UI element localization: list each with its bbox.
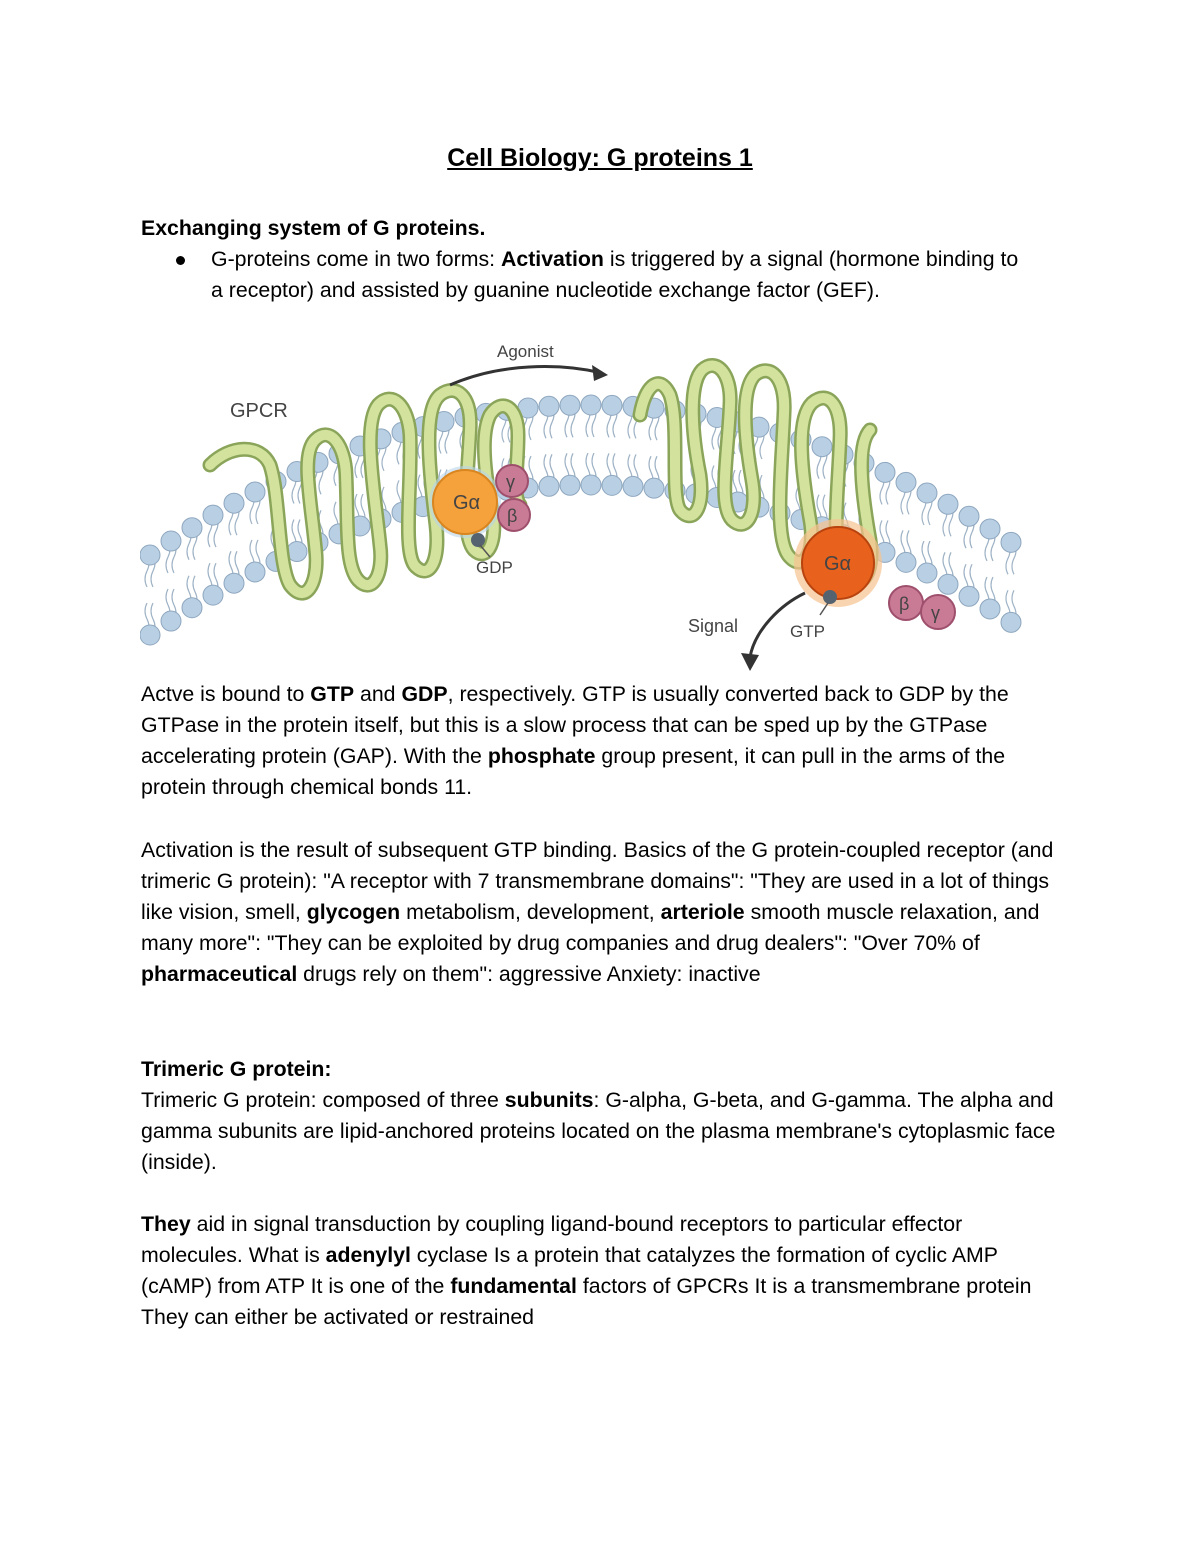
gamma-free-label: γ — [931, 603, 940, 623]
g-alpha-active-label: Gα — [824, 553, 852, 575]
bold-term: They — [141, 1212, 191, 1236]
lipid-head — [644, 478, 664, 498]
paragraph-adenylyl — [141, 1209, 1061, 1333]
text-run: , respectively. GTP is usually converted back to GDP by the GTPase in the protein itself, but this is a slow process that can be sped up by the GTPase accelerating protein (GAP). With the — [141, 682, 1009, 768]
bold-term: glycogen — [306, 900, 401, 924]
text-run: group present, it can pull in the arms of the protein through chemical bonds 11. — [141, 744, 1006, 799]
heading-text: Exchanging system of G proteins. — [141, 216, 486, 240]
lipid-head — [182, 518, 202, 538]
text-run: G-proteins come in two forms: — [211, 247, 501, 271]
lipid-head — [203, 505, 223, 525]
beta-free-label: β — [899, 594, 910, 614]
gdp-molecule — [471, 533, 485, 547]
bold-term: pharmaceutical — [141, 962, 298, 986]
text-run: and — [354, 682, 402, 706]
bold-term: Activation — [500, 247, 604, 271]
lipid-head — [917, 483, 937, 503]
heading-text: Trimeric G protein: — [141, 1057, 332, 1081]
lipid-head — [560, 395, 580, 415]
agonist-arrow — [450, 367, 602, 385]
bold-term: fundamental — [450, 1274, 577, 1298]
lipid-head — [140, 545, 160, 565]
lipid-head — [539, 476, 559, 496]
lipid-head — [1001, 532, 1021, 552]
lipid-head — [581, 395, 601, 415]
arrowhead — [592, 365, 608, 381]
lipid-head — [602, 395, 622, 415]
text-run: metabolism, development, — [400, 900, 661, 924]
text-run: drugs rely on them": aggressive Anxiety: inactive — [297, 962, 761, 986]
page-title: Cell Biology: G proteins 1 — [447, 144, 753, 172]
lipid-head — [203, 585, 223, 605]
gtp-label: GTP — [790, 622, 825, 641]
gdp-label: GDP — [476, 558, 513, 577]
bold-term: subunits — [504, 1088, 594, 1112]
gamma-label: γ — [506, 472, 515, 492]
lipid-head — [245, 562, 265, 582]
lipid-head — [623, 476, 643, 496]
beta-label: β — [507, 506, 518, 526]
lipid-head — [917, 563, 937, 583]
lipid-head — [581, 475, 601, 495]
bold-term: GDP — [401, 682, 448, 706]
lipid-head — [938, 494, 958, 514]
lipid-head — [1001, 612, 1021, 632]
bold-term: phosphate — [487, 744, 596, 768]
lipid-head — [140, 625, 160, 645]
lipid-head — [560, 475, 580, 495]
paragraph-activation — [141, 835, 1061, 990]
gpcr-label: GPCR — [230, 400, 288, 422]
lipid-head — [938, 574, 958, 594]
bold-term: adenylyl — [325, 1243, 411, 1267]
gtp-pointer — [820, 603, 828, 615]
lipid-head — [959, 586, 979, 606]
bold-term: GTP — [310, 682, 355, 706]
bold-term: arteriole — [660, 900, 745, 924]
gpcr-diagram — [140, 335, 1040, 675]
paragraph-gtp-gdp — [141, 679, 1061, 803]
lipid-head — [539, 396, 559, 416]
section-heading-exchange — [141, 213, 1061, 244]
lipid-head — [812, 437, 832, 457]
bullet-item — [211, 244, 1031, 306]
gtp-molecule — [823, 590, 837, 604]
lipid-head — [224, 573, 244, 593]
text-run: factors of GPCRs It is a transmembrane protein They can either be activated or restrained — [141, 1274, 1032, 1329]
bullet-marker — [176, 256, 185, 265]
lipid-head — [161, 611, 181, 631]
lipid-head — [896, 472, 916, 492]
lipid-head — [959, 506, 979, 526]
g-alpha-label: Gα — [453, 492, 481, 514]
text-run: cyclase Is a protein that catalyzes the formation of cyclic AMP (cAMP) from ATP It is one of the — [141, 1243, 998, 1298]
text-run: Trimeric G protein: composed of three — [141, 1088, 505, 1112]
lipid-head — [161, 531, 181, 551]
lipid-head — [980, 599, 1000, 619]
lipid-head — [896, 552, 916, 572]
lipid-head — [875, 462, 895, 482]
text-run: is triggered by a signal (hormone binding to a receptor) and assisted by guanine nucleotide exchange factor (GEF). — [211, 247, 1019, 302]
agonist-label: Agonist — [497, 342, 554, 361]
lipid-head — [182, 598, 202, 618]
text-run: Activation is the result of subsequent GTP binding. Basics of the G protein-coupled receptor (and trimeric G protein): "A receptor with 7 transmembrane domains": "They are used in a lot of things like vision, smell, — [141, 838, 1054, 924]
section-trimeric — [141, 1054, 1061, 1178]
text-run: smooth muscle relaxation, and many more": "They can be exploited by drug companies and drug dealers": "Over 70% of — [141, 900, 1040, 955]
signal-label: Signal — [688, 616, 739, 636]
text-run: : G-alpha, G-beta, and G-gamma. The alpha and gamma subunits are lipid-anchored proteins located on the plasma membrane's cytoplasmic face (inside). — [141, 1088, 1056, 1174]
lipid-head — [602, 475, 622, 495]
gpcr-activation-figure — [140, 335, 1040, 675]
arrowhead — [741, 653, 759, 671]
lipid-head — [980, 519, 1000, 539]
lipid-head — [245, 482, 265, 502]
text-run: Actve is bound to — [141, 682, 311, 706]
text-run: aid in signal transduction by coupling ligand-bound receptors to particular effector molecules. What is — [141, 1212, 963, 1267]
lipid-head — [224, 493, 244, 513]
